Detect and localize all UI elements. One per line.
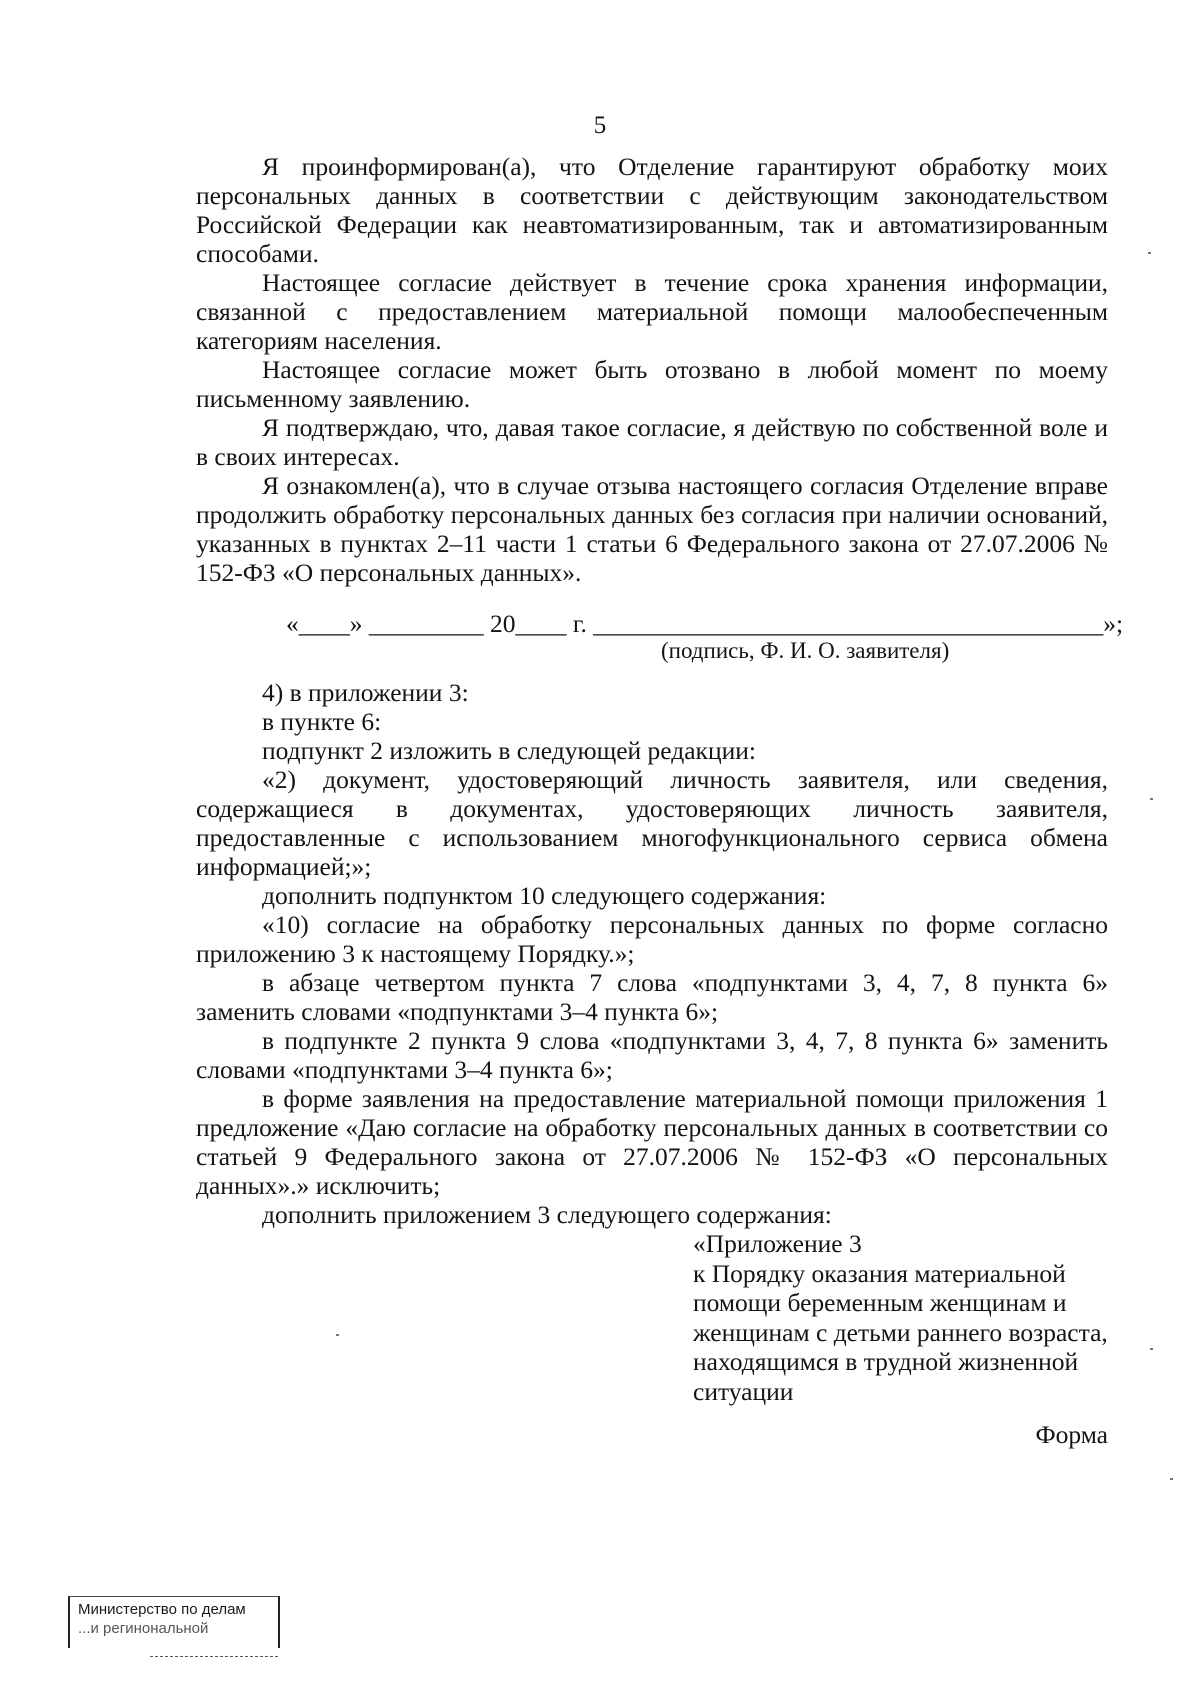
scan-speck — [336, 1334, 339, 1336]
scan-speck — [1148, 252, 1151, 254]
appendix-line: ситуации — [693, 1376, 794, 1406]
appendix-line: помощи беременным женщинам и — [693, 1288, 1067, 1317]
amendment-point-6: в пункте 6: — [262, 707, 382, 736]
amendment-application-form: в форме заявления на предоставление материальной помощи приложения 1 предложение «Даю согласие на обработку персональных данных в соответствии со статьей 9 Федерального закона от 27.07.2006 № 152-ФЗ «О персональных данных».» исключить; — [196, 1084, 1108, 1200]
paragraph-consent-processing: Я проинформирован(а), что Отделение гарантируют обработку моих персональных данных в соответствии с действующим законодательством Российской Федерации как неавтоматизированным, так и автоматизированным способами. — [196, 152, 1108, 268]
stamp-line-1: Министерство по делам — [78, 1601, 246, 1618]
paragraph-consent-revocation: Настоящее согласие может быть отозвано в любой момент по моему письменному заявлению. — [196, 355, 1108, 413]
stamp-line-2: ...и регинональной — [78, 1620, 209, 1637]
signature-date-line: «____» _________ 20____ г. ________________________________________»; — [286, 609, 1124, 638]
document-body — [196, 152, 1124, 1449]
signature-caption: (подпись, Ф. И. О. заявителя) — [661, 638, 950, 663]
amendment-subpoint-10-intro: дополнить подпунктом 10 следующего содержания: — [262, 881, 827, 910]
amendment-subpoint-2-text: «2) документ, удостоверяющий личность заявителя, или сведения, содержащиеся в документах, удостоверяющих личность заявителя, предоставленные с использованием многофункционального сервиса обмена информацией;»; — [196, 765, 1108, 881]
ministry-stamp — [68, 1596, 280, 1648]
amendment-subpoint-2-intro: подпункт 2 изложить в следующей редакции: — [262, 736, 756, 765]
appendix-header — [693, 1229, 1113, 1406]
paragraph-consent-free-will: Я подтверждаю, что, давая такое согласие, я действую по собственной воле и в своих интересах. — [196, 413, 1108, 471]
page-number: 5 — [593, 112, 607, 139]
scan-speck — [1150, 1348, 1153, 1350]
appendix-line: находящимся в трудной жизненной — [693, 1347, 1079, 1376]
paragraph-consent-acknowledgement: Я ознакомлен(а), что в случае отзыва настоящего согласия Отделение вправе продолжить обработку персональных данных без согласия при наличии оснований, указанных в пунктах 2–11 части 1 статьи 6 Федерального закона от 27.07.2006 № 152-ФЗ «О персональных данных». — [196, 471, 1108, 587]
appendix-line: женщинам с детьми раннего возраста, — [693, 1317, 1108, 1347]
paragraph-consent-duration: Настоящее согласие действует в течение срока хранения информации, связанной с предоставлением материальной помощи малообеспеченным категориям населения. — [196, 268, 1108, 355]
amendment-appendix-3-intro: дополнить приложением 3 следующего содержания: — [262, 1200, 832, 1229]
amendment-point-7: в абзаце четвертом пункта 7 слова «подпунктами 3, 4, 7, 8 пункта 6» заменить словами «подпунктами 3–4 пункта 6»; — [196, 968, 1108, 1026]
amendment-subpoint-10-text: «10) согласие на обработку персональных данных по форме согласно приложению 3 к настоящему Порядку.»; — [196, 910, 1108, 968]
appendix-title: «Приложение 3 — [693, 1229, 862, 1258]
stamp-bottom-line — [150, 1656, 278, 1657]
scan-speck — [1150, 798, 1153, 800]
scan-speck — [1170, 1478, 1173, 1480]
appendix-line: к Порядку оказания материальной — [693, 1258, 1066, 1288]
amendment-point-9: в подпункте 2 пункта 9 слова «подпунктами 3, 4, 7, 8 пункта 6» заменить словами «подпунктами 3–4 пункта 6»; — [196, 1026, 1108, 1084]
amendment-item-4: 4) в приложении 3: — [262, 678, 469, 707]
form-label: Форма — [1035, 1420, 1108, 1449]
